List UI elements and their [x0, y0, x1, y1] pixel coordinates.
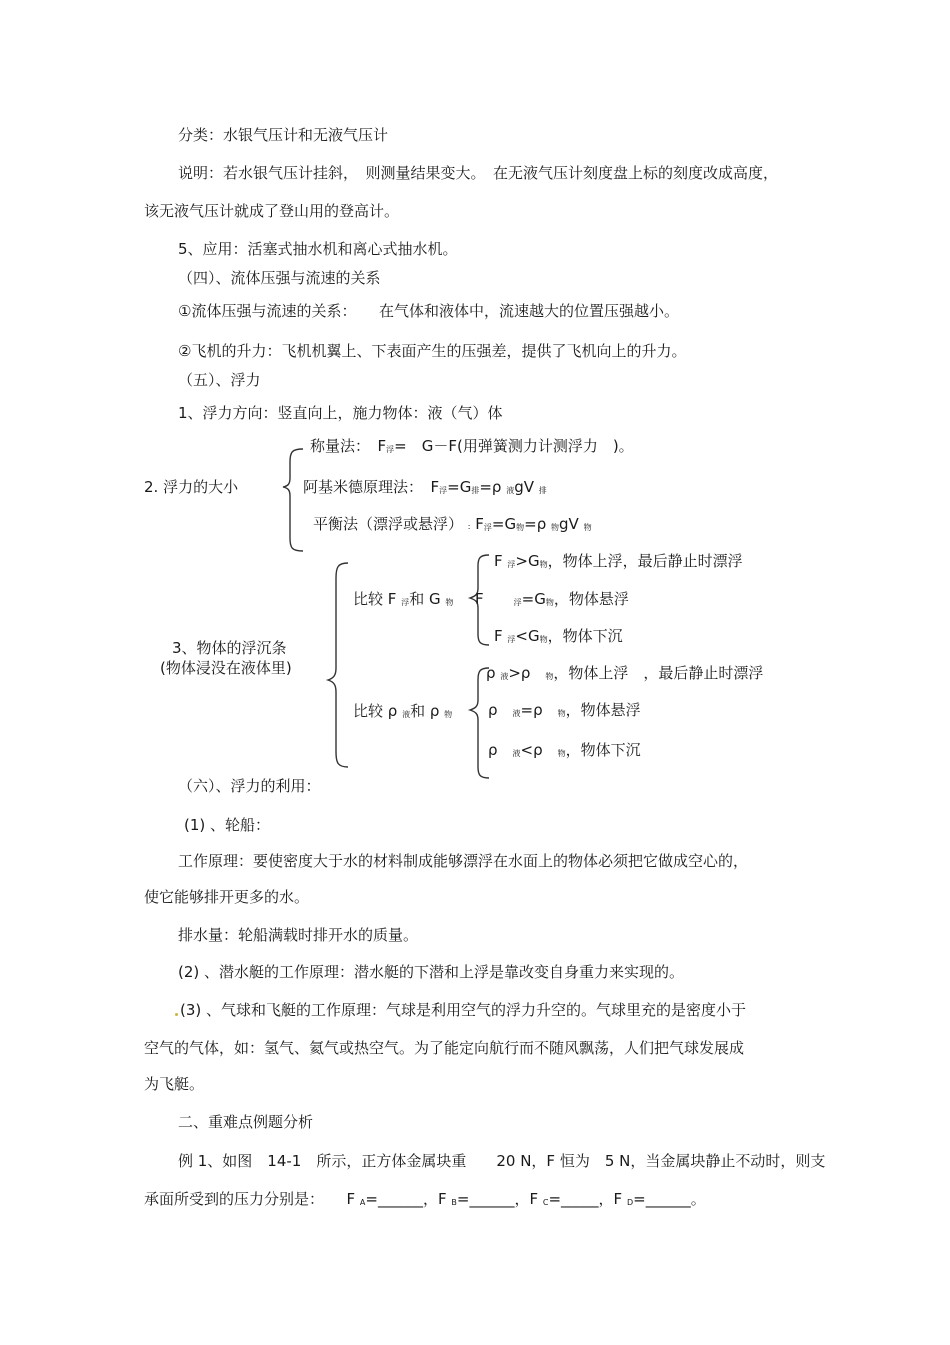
buoyancy-size-label: 2. 浮力的大小: [144, 478, 239, 496]
text-line: ①流体压强与流速的关系： 在气体和液体中，流速越大的位置压强越小。: [178, 302, 679, 320]
text-line: 空气的气体，如：氢气、氦气或热空气。为了能定向航行而不随风飘荡，人们把气球发展成: [144, 1039, 745, 1057]
compare-density-label: 比较 ρ 液和 ρ 物: [353, 702, 453, 720]
condition-suspend-density: ρ 液=ρ 物，物体悬浮: [488, 701, 641, 719]
sink-float-sublabel: (物体浸没在液体里): [160, 659, 292, 677]
stray-dot: [175, 1013, 178, 1016]
section-heading: 二、重难点例题分析: [178, 1113, 314, 1131]
example-line: 例 1、如图 14-1 所示，正方体金属块重 20 N，F 恒为 5 N，当金属块静止不动时，则支: [178, 1152, 826, 1170]
text-line: 说明：若水银气压计挂斜， 则测量结果变大。 在无液气压计刻度盘上标的刻度改成高度，: [178, 164, 779, 182]
method-balance: 平衡法（漂浮或悬浮） : F浮=G物=ρ 物gV 物: [313, 515, 592, 533]
condition-float-force: F 浮>G物，物体上浮，最后静止时漂浮: [494, 552, 743, 570]
sink-float-label: 3、物体的浮沉条: [172, 639, 287, 657]
method-archimedes: 阿基米德原理法： F浮=G排=ρ 液gV 排: [303, 478, 547, 496]
text-line: ②飞机的升力：飞机机翼上、下表面产生的压强差，提供了飞机向上的升力。: [178, 342, 687, 360]
section-heading: （六）、浮力的利用：: [178, 777, 321, 795]
condition-suspend-force: F 浮=G物，物体悬浮: [475, 590, 629, 608]
compare-force-label: 比较 F 浮和 G 物: [353, 590, 454, 608]
text-line: 工作原理：要使密度大于水的材料制成能够漂浮在水面上的物体必须把它做成空心的，: [178, 852, 749, 870]
condition-float-density: ρ 液>ρ 物，物体上浮 ，最后静止时漂浮: [486, 664, 764, 682]
text-line: 分类：水银气压计和无液气压计: [178, 126, 389, 144]
section-heading: （四）、流体压强与流速的关系: [178, 269, 381, 287]
method-weighing: 称量法： F浮= G－F(用弹簧测力计测浮力 )。: [310, 437, 634, 455]
text-line: (3) 、气球和飞艇的工作原理：气球是利用空气的浮力升空的。气球里充的是密度小于: [180, 1001, 747, 1019]
condition-sink-force: F 浮<G物，物体下沉: [494, 627, 623, 645]
text-line: 5、应用：活塞式抽水机和离心式抽水机。: [178, 240, 458, 258]
text-line: 1、浮力方向：竖直向上，施力物体：液（气）体: [178, 404, 503, 422]
text-line: (2) 、潜水艇的工作原理：潜水艇的下潜和上浮是靠改变自身重力来实现的。: [178, 963, 685, 981]
text-line: 为飞艇。: [144, 1075, 205, 1093]
example-answers: 承面所受到的压力分别是： F A=______，F B=______，F C=_____，F D=______。: [144, 1190, 706, 1208]
text-line: 排水量：轮船满载时排开水的质量。: [178, 926, 419, 944]
condition-sink-density: ρ 液<ρ 物，物体下沉: [488, 741, 641, 759]
text-line: 使它能够排开更多的水。: [144, 888, 310, 906]
text-line: (1) 、轮船：: [184, 816, 271, 834]
text-line: 该无液气压计就成了登山用的登高计。: [144, 202, 400, 220]
section-heading: （五）、浮力: [178, 371, 261, 389]
